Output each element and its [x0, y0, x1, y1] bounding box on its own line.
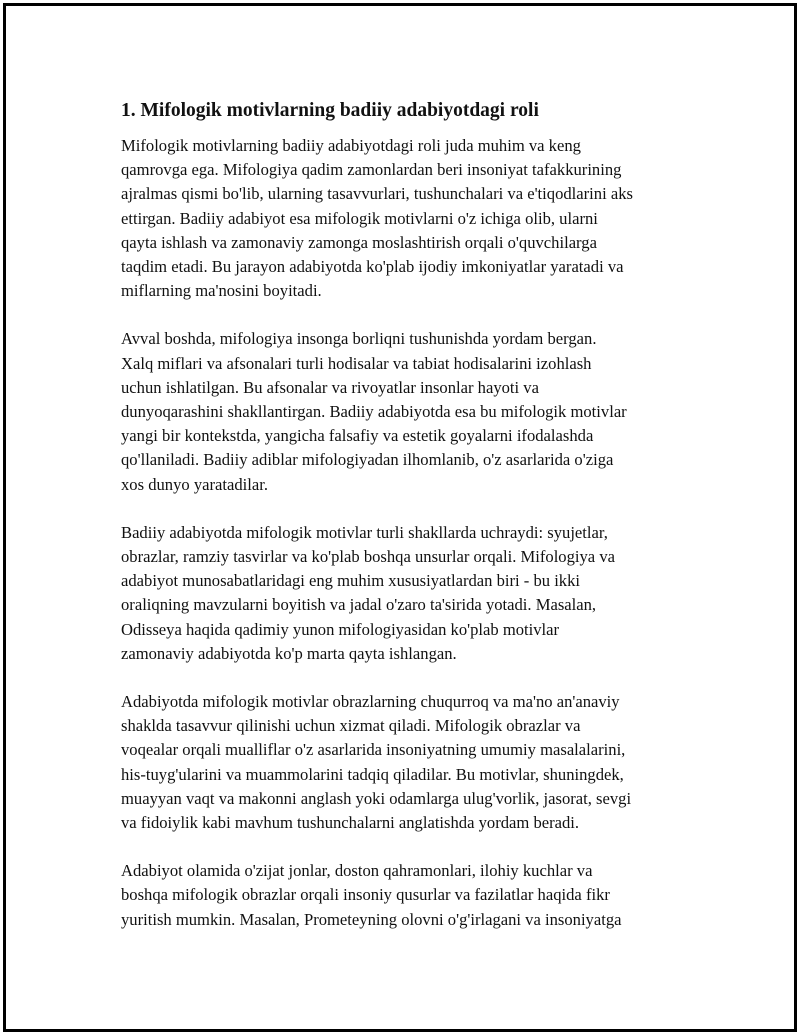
text-line: ettirgan. Badiiy adabiyot esa mifologik motivlarni o'z ichiga olib, ularni	[121, 208, 598, 228]
paragraph	[121, 521, 701, 666]
text-line: Odisseya haqida qadimiy yunon mifologiyasidan ko'plab motivlar	[121, 619, 560, 639]
text-line: muayyan vaqt va makonni anglash yoki odamlarga ulug'vorlik, jasorat, sevgi	[121, 788, 632, 808]
text-line: boshqa mifologik obrazlar orqali insoniy qusurlar va fazilatlar haqida fikr	[121, 885, 610, 905]
section-heading: 1. Mifologik motivlarning badiiy adabiyotdagi roli	[121, 100, 539, 121]
paragraph	[121, 859, 701, 932]
text-line: qayta ishlash va zamonaviy zamonga moslashtirish orqali o'quvchilarga	[121, 232, 597, 252]
text-line: uchun ishlatilgan. Bu afsonalar va rivoyatlar insonlar hayoti va	[121, 377, 539, 397]
text-line: Adabiyot olamida o'zijat jonlar, doston qahramonlari, ilohiy kuchlar va	[121, 861, 593, 881]
paragraph	[121, 327, 701, 496]
text-line: Adabiyotda mifologik motivlar obrazlarning chuqurroq va ma'no an'anaviy	[121, 692, 620, 712]
text-line: his-tuyg'ularini va muammolarini tadqiq qiladilar. Bu motivlar, shuningdek,	[121, 764, 624, 784]
text-line: Avval boshda, mifologiya insonga borliqni tushunishda yordam bergan.	[121, 329, 597, 349]
text-line: dunyoqarashini shakllantirgan. Badiiy adabiyotda esa bu mifologik motivlar	[121, 402, 627, 422]
text-line: oraliqning mavzularni boyitish va jadal o'zaro ta'sirida yotadi. Masalan,	[121, 595, 597, 615]
text-line: Xalq miflari va afsonalari turli hodisalar va tabiat hodisalarini izohlash	[121, 353, 592, 373]
text-line: Mifologik motivlarning badiiy adabiyotdagi roli juda muhim va keng	[121, 136, 581, 155]
paragraph	[121, 134, 701, 303]
text-line: yuritish mumkin. Masalan, Prometeyning olovni o'g'irlagani va insoniyatga	[121, 909, 622, 929]
text-line: adabiyot munosabatlaridagi eng muhim xususiyatlardan biri - bu ikki	[121, 571, 581, 591]
text-line: va fidoiylik kabi mavhum tushunchalarni anglatishda yordam beradi.	[121, 813, 580, 833]
text-line: qamrovga ega. Mifologiya qadim zamonlardan beri insoniyat tafakkurining	[121, 160, 622, 180]
text-line: shaklda tasavvur qilinishi uchun xizmat qiladi. Mifologik obrazlar va	[121, 716, 581, 736]
paragraph	[121, 690, 701, 835]
text-line: yangi bir kontekstda, yangicha falsafiy va estetik goyalarni ifodalashda	[121, 426, 594, 446]
text-line: qo'llaniladi. Badiiy adiblar mifologiyadan ilhomlanib, o'z asarlarida o'ziga	[121, 450, 614, 470]
text-line: miflarning ma'nosini boyitadi.	[121, 281, 322, 301]
page-frame	[3, 3, 797, 1032]
text-line: Badiiy adabiyotda mifologik motivlar turli shakllarda uchraydi: syujetlar,	[121, 522, 608, 542]
document-body	[121, 98, 701, 956]
text-line: ajralmas qismi bo'lib, ularning tasavvurlari, tushunchalari va e'tiqodlarini aks	[121, 184, 633, 204]
text-line: xos dunyo yaratadilar.	[121, 474, 269, 494]
text-line: voqealar orqali mualliflar o'z asarlarida insoniyatning umumiy masalalarini,	[121, 740, 626, 760]
text-line: obrazlar, ramziy tasvirlar va ko'plab boshqa unsurlar orqali. Mifologiya va	[121, 547, 615, 567]
text-line: zamonaviy adabiyotda ko'p marta qayta ishlangan.	[121, 643, 457, 663]
text-line: taqdim etadi. Bu jarayon adabiyotda ko'plab ijodiy imkoniyatlar yaratadi va	[121, 257, 624, 277]
paragraph-list	[121, 134, 701, 932]
